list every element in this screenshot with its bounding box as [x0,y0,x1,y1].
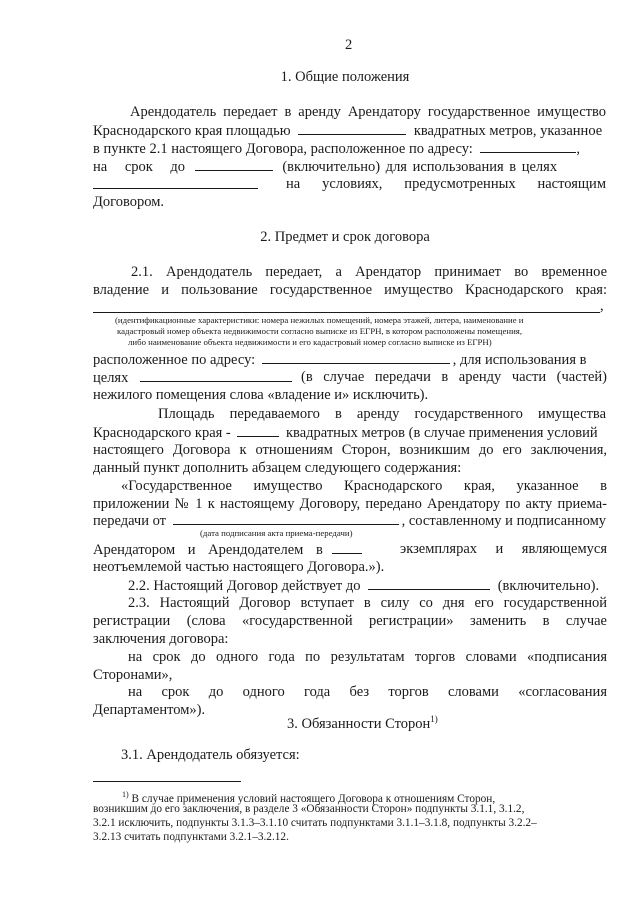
s1-line-3-comma: , [576,141,581,157]
s1-line-5 [93,176,606,194]
copies-blank [332,541,362,554]
validity-blank [368,577,490,590]
s1-line-5-text: на условиях, предусмотренных настоящим [286,176,606,192]
footnote-line-1-text: В случае применения условий настоящего Договора к отношениям Сторон, [131,792,496,805]
footnote-line-3: 3.2.1 исключить, подпункты 3.1.3–3.1.10 считать подпунктами 3.1.1–3.1.8, подпункты 3.2.2– [93,817,537,829]
s2-area-blank [237,424,279,437]
s2-p3-line-4: данный пункт дополнить абзацем следующего содержания: [93,460,462,476]
s2-p4-line-5: неотъемлемой частью настоящего Договора.»). [93,559,385,575]
footnote-marker: 1) [122,790,129,799]
s2-p4-line-4-end: экземплярах и являющемуся [400,541,607,557]
page-number: 2 [345,37,353,53]
s2-p2-line-2-end: (в случае передачи в аренду части (частей) [301,369,607,385]
s1-line-6: Договором. [93,194,164,210]
s1-line-3-text: в пункте 2.1 настоящего Договора, расположенное по адресу: [93,141,473,157]
s1-line-4-start: на срок до [93,159,186,175]
s2-p4-line-3-start: передачи от [93,513,166,529]
s2-p4-line-1: «Государственное имущество Краснодарского края, указанное в [121,478,607,494]
section-2-heading: 2. Предмет и срок договора [260,229,430,245]
s2-p6-line-1: 2.3. Настоящий Договор вступает в силу со дня его государственной [128,595,607,611]
purpose-blank [93,176,258,189]
section-1-heading: 1. Общие положения [280,69,410,85]
footnote-reference[interactable]: 1) [430,714,438,724]
s2-p7-line-1: на срок до одного года по результатам торгов словами «подписания [128,649,607,665]
section-3-heading [287,711,438,733]
s2-p1-line-1: 2.1. Арендодатель передает, а Арендатор принимает во временное [131,264,607,280]
s2-purpose-blank [140,369,292,382]
s2-p3-line-2 [93,424,598,442]
property-note-2: кадастровый номер объекта недвижимости согласно выписке из ЕГРН, в котором расположены помещения, [117,326,523,336]
s2-p6-line-2: регистрации (слова «государственной регистрации» заменить в случае [93,613,607,629]
s1-line-2 [93,122,606,140]
footnote-line-2: возникшим до его заключения, в разделе 3 «Обязанности Сторон» подпункты 3.1.1, 3.1.2, [93,803,525,815]
property-blank-comma: , [600,298,604,314]
s2-p7-line-2: Сторонами», [93,667,173,683]
s3-p1: 3.1. Арендодатель обязуется: [121,747,300,763]
s2-p8-line-1: на срок до одного года без торгов словами «согласования [128,684,607,700]
s2-p5-start: 2.2. Настоящий Договор действует до [128,578,361,594]
s1-line-4 [93,158,557,176]
s2-p2-line-1 [93,351,586,369]
s2-p3-line-2-end: квадратных метров (в случае применения условий [286,425,598,441]
s1-line-2-end: квадратных метров, указанное [413,123,603,139]
s1-line-3 [93,140,580,158]
s1-line-1: Арендодатель передает в аренду Арендатору государственное имущество [130,104,606,120]
footnote-separator [93,781,241,782]
act-date-note: (дата подписания акта приема-передачи) [200,528,353,538]
s2-p2-line-1-end: , для использования в [452,352,587,368]
area-blank [298,122,406,135]
s1-line-4-end: (включительно) для использования в целях [282,159,558,175]
s2-p5 [128,577,599,595]
address-blank [480,140,576,153]
s2-p4-line-3-end: , составленному и подписанному [401,513,607,529]
term-blank [195,158,273,171]
property-description-blank [93,312,600,313]
footnote-line-4: 3.2.13 считать подпунктами 3.2.1–3.2.12. [93,831,289,843]
section-3-heading-text: 3. Обязанности Сторон [287,715,431,732]
s2-p4-line-4-start: Арендатором и Арендодателем в [93,542,323,558]
s2-p4-line-4 [93,541,607,559]
s2-p1-line-2: владение и пользование государственное имущество Краснодарского края: [93,282,607,298]
s2-p4-line-2: приложении № 1 к настоящему Договору, передано Арендатору по акту приема- [93,496,607,512]
property-note-3: либо наименование объекта недвижимости и его кадастровый номер согласно выписке из ЕГРН) [128,337,492,347]
s2-p3-line-2-start: Краснодарского края - [93,425,231,441]
s2-address-blank [262,351,450,364]
s2-p6-line-3: заключения договора: [93,631,229,647]
s2-p8-line-2: Департаментом»). [93,702,206,718]
s2-p2-line-2-start: целях [93,370,129,386]
s2-p3-line-1: Площадь передаваемого в аренду государственного имущества [158,406,606,422]
s2-p3-line-3: настоящего Договора к отношениям Сторон, возникшим до его заключения, [93,442,607,458]
s1-line-2-start: Краснодарского края площадью [93,123,291,139]
s2-p5-end: (включительно). [497,578,600,594]
property-note-1: (идентификационные характеристики: номера нежилых помещений, номера этажей, литера, наименование и [115,315,524,325]
act-date-blank [173,512,399,525]
s2-p2-line-2 [93,369,607,387]
s2-p2-line-4: нежилого помещения слова «владение и» исключить). [93,387,429,403]
s2-p2-line-1-start: расположенное по адресу: [93,352,256,368]
